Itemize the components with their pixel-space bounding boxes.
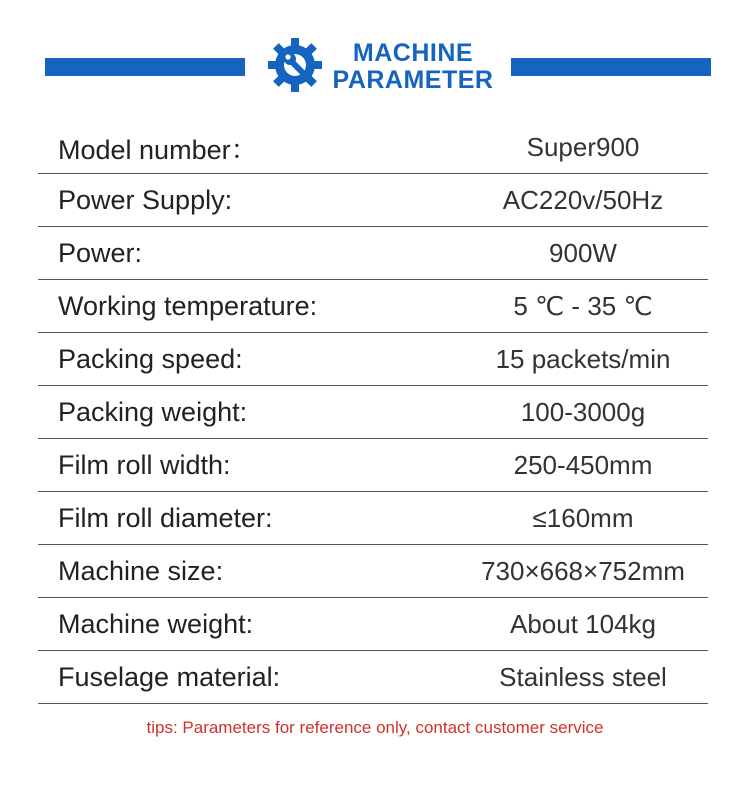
table-row bbox=[38, 598, 708, 651]
row-label: Packing speed: bbox=[58, 343, 243, 374]
row-value: 100-3000g bbox=[520, 396, 646, 427]
row-value: Super900 bbox=[526, 131, 640, 162]
row-label: Packing weight: bbox=[58, 396, 248, 427]
header-right-bar bbox=[511, 58, 711, 76]
title-line-1: MACHINE bbox=[352, 39, 474, 67]
row-value: 250-450mm bbox=[513, 449, 653, 480]
row-label: Machine size: bbox=[58, 555, 224, 586]
table-row bbox=[38, 174, 708, 227]
table-row bbox=[38, 386, 708, 439]
title-line-2: PARAMETER bbox=[332, 66, 494, 94]
row-label: Model number： bbox=[58, 134, 258, 165]
row-value: AC220v/50Hz bbox=[502, 184, 664, 215]
page-title bbox=[332, 40, 494, 94]
header bbox=[0, 0, 750, 120]
row-value: Stainless steel bbox=[499, 661, 667, 692]
table-row bbox=[38, 651, 708, 704]
row-value: 5 ℃ - 35 ℃ bbox=[513, 290, 653, 321]
table-row bbox=[38, 280, 708, 333]
table-row bbox=[38, 439, 708, 492]
header-left-bar bbox=[45, 58, 245, 76]
table-row bbox=[38, 121, 708, 174]
table-row bbox=[38, 227, 708, 280]
parameter-table bbox=[38, 121, 708, 704]
row-label: Machine weight: bbox=[58, 608, 254, 639]
row-label: Film roll diameter: bbox=[58, 502, 273, 533]
row-value: 15 packets/min bbox=[495, 343, 671, 374]
gear-wrench-icon bbox=[266, 36, 324, 94]
row-label: Power Supply: bbox=[58, 184, 233, 215]
table-row bbox=[38, 545, 708, 598]
row-value: 730×668×752mm bbox=[481, 555, 685, 586]
row-value: About 104kg bbox=[509, 608, 656, 639]
row-value: 900W bbox=[549, 237, 617, 268]
row-label: Fuselage material: bbox=[58, 661, 281, 692]
tips-note: tips: Parameters for reference only, contact customer service bbox=[146, 718, 604, 737]
row-value: ≤160mm bbox=[532, 502, 634, 533]
row-label: Film roll width: bbox=[58, 449, 231, 480]
table-row bbox=[38, 333, 708, 386]
row-label: Working temperature: bbox=[58, 290, 318, 321]
table-row bbox=[38, 492, 708, 545]
row-label: Power: bbox=[58, 237, 143, 268]
